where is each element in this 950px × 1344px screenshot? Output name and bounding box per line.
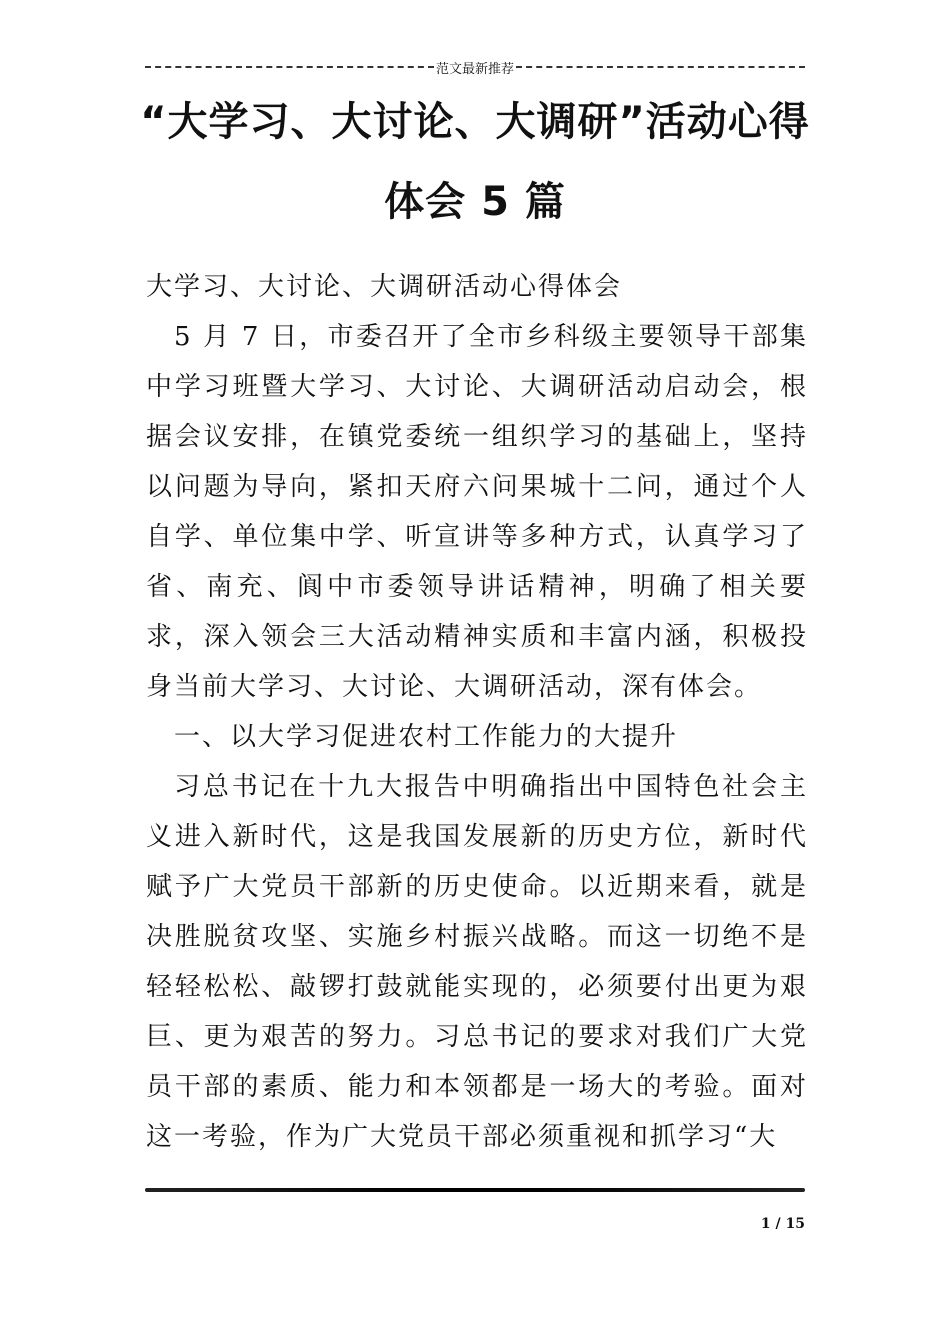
- paragraph-2: 习总书记在十九大报告中明确指出中国特色社会主义进入新时代，这是我国发展新的历史方位，新时代赋予广大党员干部新的历史使命。以近期来看，就是决胜脱贫攻坚、实施乡村振兴战略。而这一切绝不是轻轻松松、敲锣打鼓就能实现的，必须要付出更为艰巨、更为艰苦的努力。习总书记的要求对我们广大党员干部的素质、能力和本领都是一场大的考验。面对这一考验，作为广大党员干部必须重视和抓学习“大: [146, 772, 808, 1152]
- paragraph-1: 5 月 7 日，市委召开了全市乡科级主要领导干部集中学习班暨大学习、大讨论、大调研活动启动会，根据会议安排，在镇党委统一组织学习的基础上，坚持以问题为导向，紧扣天府六问果城十二问，通过个人自学、单位集中学、听宣讲等多种方式，认真学习了省、南充、阆中市委领导讲话精神，明确了相关要求，深入领会三大活动精神实质和丰富内涵，积极投身当前大学习、大讨论、大调研活动，深有体会。: [146, 322, 808, 702]
- document-title-line-2: 体会 5 篇: [384, 179, 566, 225]
- document-title-line-1: “大学习、大讨论、大调研”活动心得: [140, 99, 810, 145]
- header-dash-right: [516, 66, 805, 68]
- page-header: [145, 57, 805, 77]
- header-dash-left: [145, 66, 434, 68]
- header-label: 范文最新推荐: [436, 61, 515, 77]
- footer-rule: [145, 1188, 805, 1192]
- section-subtitle: 大学习、大讨论、大调研活动心得体会: [146, 272, 623, 302]
- document-body: [146, 262, 808, 1162]
- document-title: [120, 82, 830, 242]
- page-number: 1 / 15: [760, 1216, 805, 1232]
- section-heading-1: 一、以大学习促进农村工作能力的大提升: [174, 722, 679, 752]
